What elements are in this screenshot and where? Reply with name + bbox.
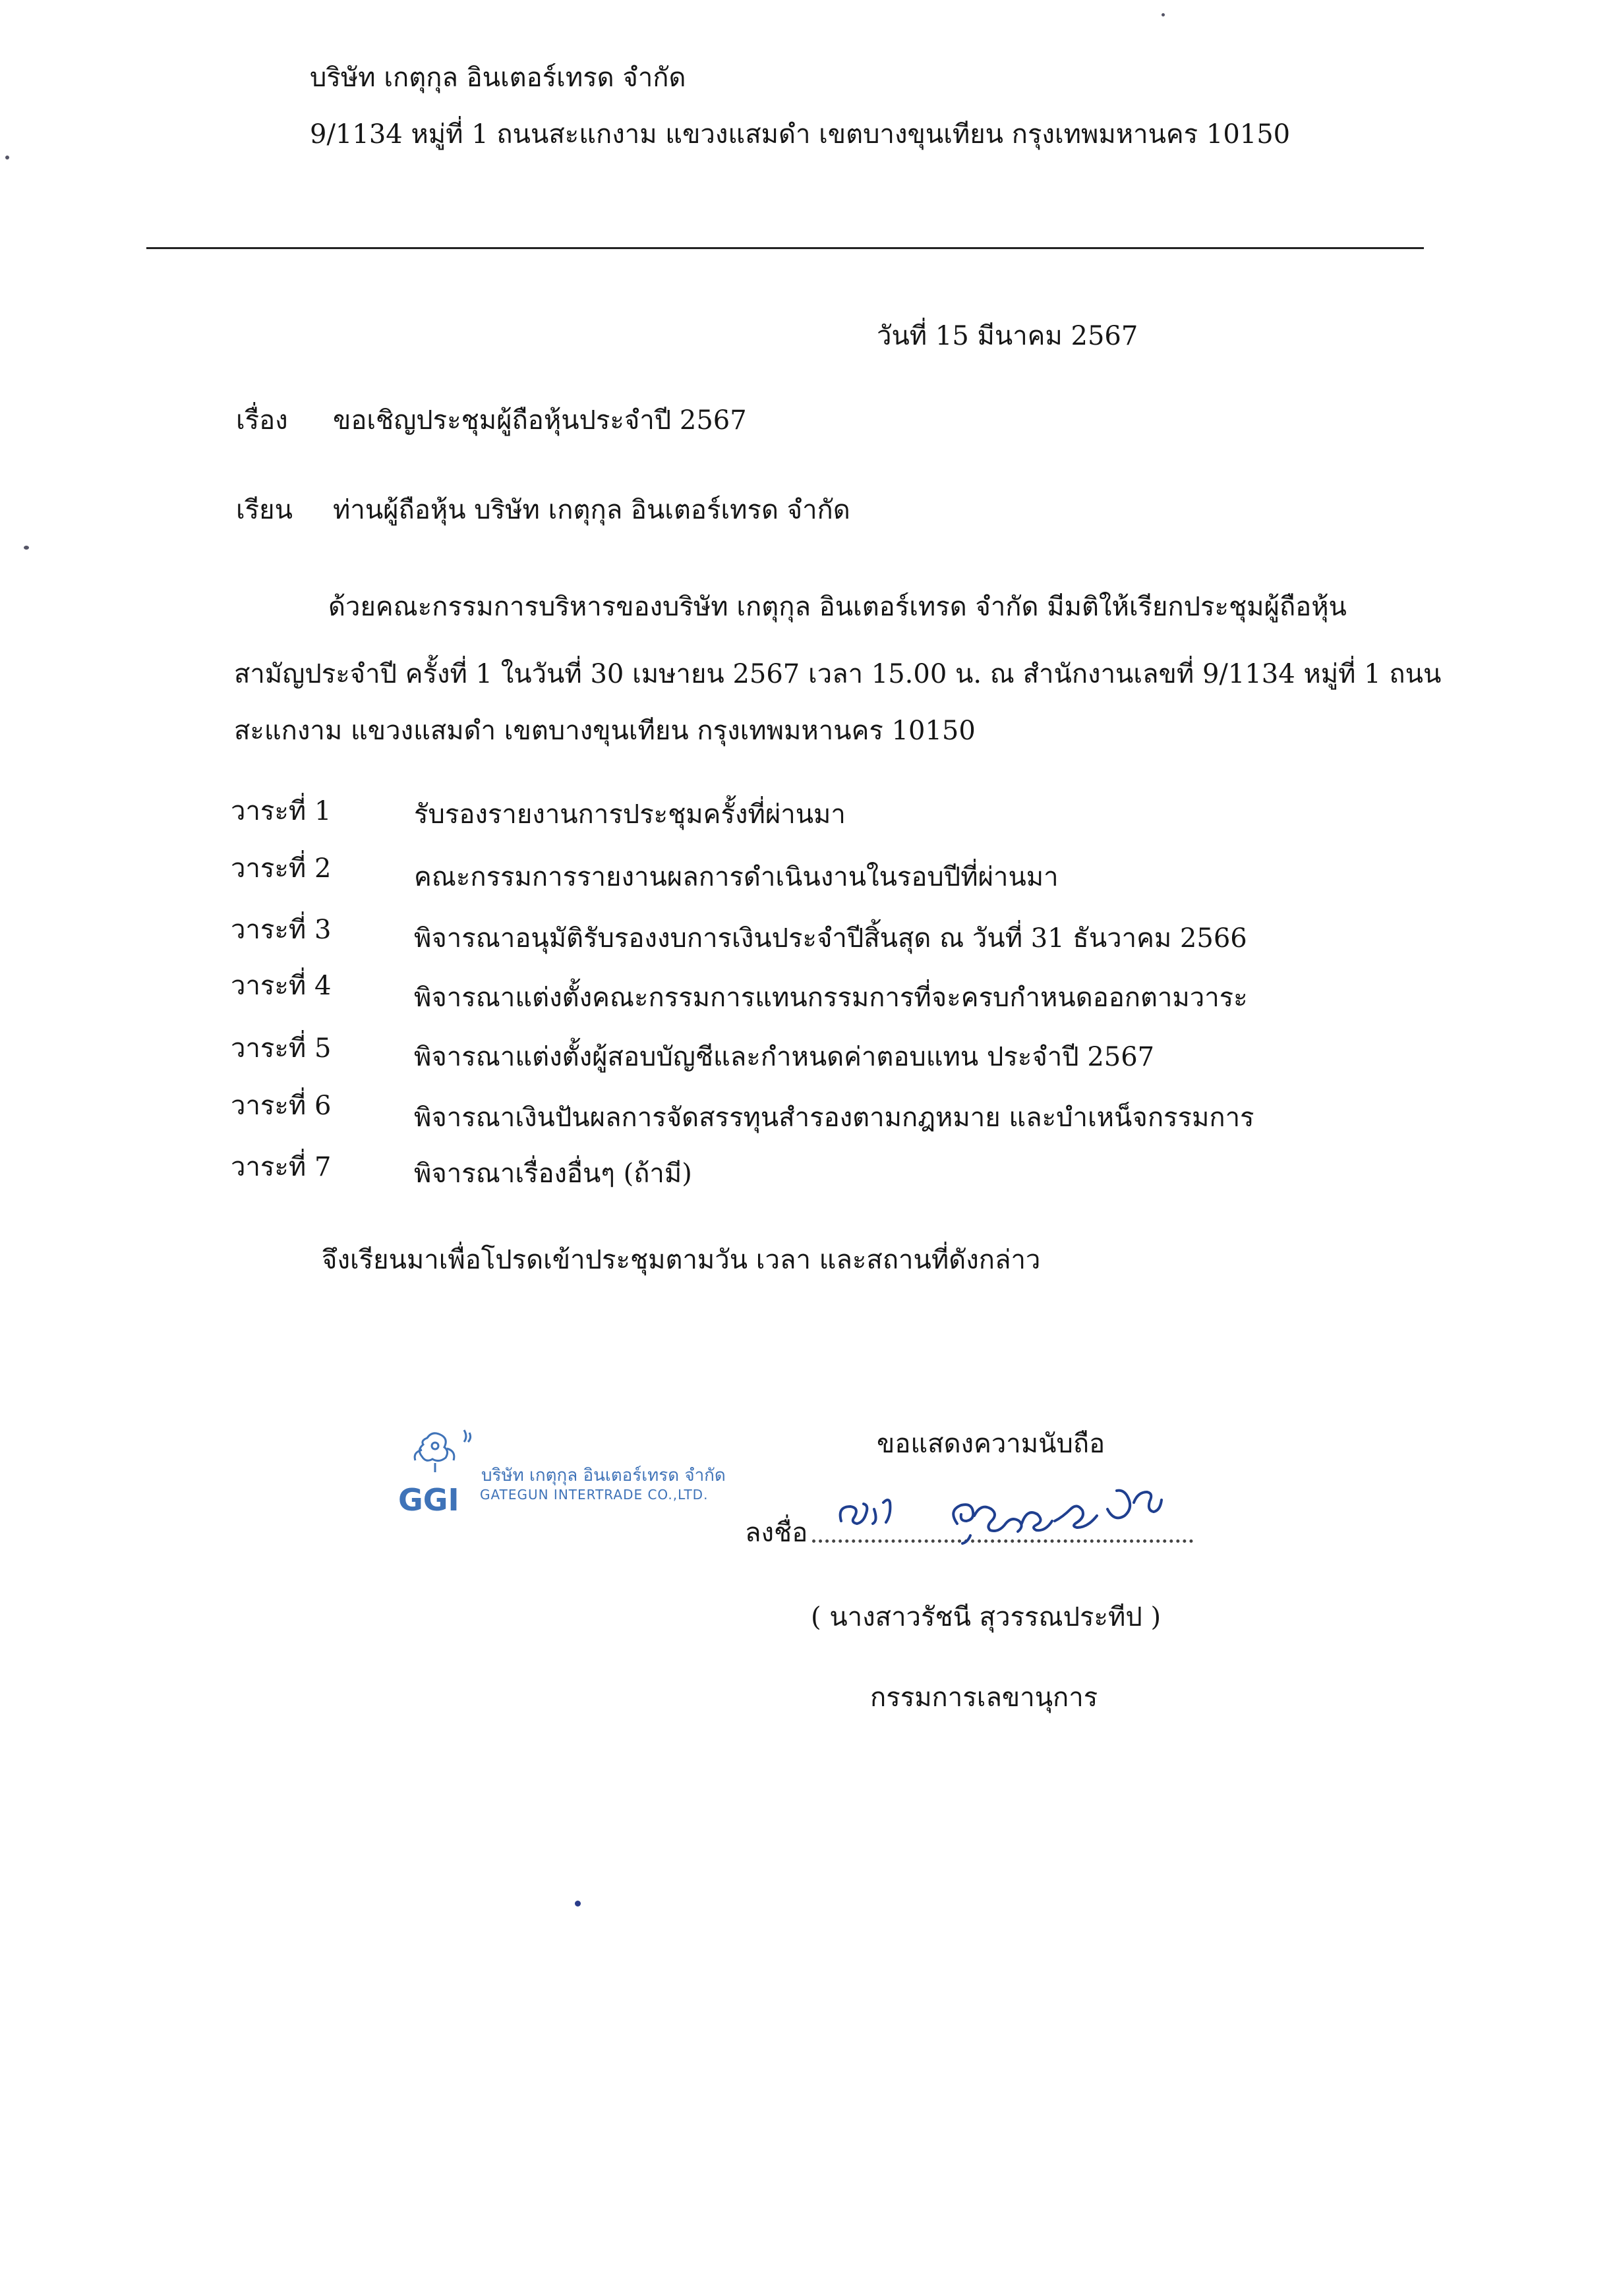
- agenda-item-text: พิจารณาอนุมัติรับรองงบการเงินประจำปีสิ้นสุด ณ วันที่ 31 ธันวาคม 2566: [414, 923, 1247, 954]
- regards-text: ขอแสดงความนับถือ: [877, 1429, 1105, 1459]
- agenda-item-label: วาระที่ 2: [231, 853, 332, 884]
- salutation-text: ท่านผู้ถือหุ้น บริษัท เกตุกุล อินเตอร์เทรด จำกัด: [333, 495, 850, 525]
- body-paragraph-line: สามัญประจำปี ครั้งที่ 1 ในวันที่ 30 เมษายน 2567 เวลา 15.00 น. ณ สำนักงานเลขที่ 9/1134 หมู่ที่ 1 ถนน: [234, 659, 1442, 689]
- closing-line: จึงเรียนมาเพื่อโปรดเข้าประชุมตามวัน เวลา และสถานที่ดังกล่าว: [322, 1245, 1041, 1275]
- agenda-item-text: พิจารณาเงินปันผลการจัดสรรทุนสำรองตามกฎหมาย และบำเหน็จกรรมการ: [414, 1103, 1254, 1133]
- agenda-item-text: คณะกรรมการรายงานผลการดำเนินงานในรอบปีที่ผ่านมา: [414, 862, 1059, 892]
- subject-text: ขอเชิญประชุมผู้ถือหุ้นประจำปี 2567: [333, 405, 747, 436]
- signer-name: ( นางสาวรัชนี สุวรรณประทีป ): [811, 1602, 1162, 1632]
- signer-title: กรรมการเลขานุการ: [870, 1682, 1098, 1713]
- company-emblem-icon: [396, 1423, 481, 1522]
- company-name: บริษัท เกตุกุล อินเตอร์เทรด จำกัด: [310, 63, 686, 93]
- agenda-item-label: วาระที่ 6: [231, 1091, 332, 1121]
- sign-label: ลงชื่อ: [745, 1518, 808, 1548]
- handwritten-signature: [817, 1470, 1239, 1549]
- scan-speck: [24, 546, 29, 550]
- agenda-item-text: พิจารณาแต่งตั้งผู้สอบบัญชีและกำหนดค่าตอบแทน ประจำปี 2567: [414, 1042, 1155, 1072]
- scan-speck: [575, 1901, 581, 1907]
- salutation-label: เรียน: [236, 495, 293, 525]
- company-stamp: [396, 1423, 765, 1529]
- agenda-item-label: วาระที่ 3: [231, 915, 332, 945]
- agenda-item-text: รับรองรายงานการประชุมครั้งที่ผ่านมา: [414, 799, 846, 830]
- company-address: 9/1134 หมู่ที่ 1 ถนนสะแกงาม แขวงแสมดำ เขตบางขุนเทียน กรุงเทพมหานคร 10150: [310, 119, 1291, 150]
- agenda-item-text: พิจารณาแต่งตั้งคณะกรรมการแทนกรรมการที่จะครบกำหนดออกตามวาระ: [414, 983, 1248, 1013]
- scan-speck: [5, 156, 9, 159]
- svg-text:GGI: GGI: [398, 1482, 459, 1518]
- agenda-item-label: วาระที่ 1: [231, 796, 332, 826]
- letter-date: วันที่ 15 มีนาคม 2567: [877, 321, 1138, 351]
- subject-label: เรื่อง: [236, 405, 288, 436]
- stamp-company-english: GATEGUN INTERTRADE CO.,LTD.: [480, 1487, 709, 1503]
- agenda-item-label: วาระที่ 5: [231, 1033, 332, 1064]
- scan-speck: [1162, 13, 1165, 16]
- stamp-company-thai: บริษัท เกตุกุล อินเตอร์เทรด จำกัด: [481, 1466, 726, 1485]
- body-paragraph-line: สะแกงาม แขวงแสมดำ เขตบางขุนเทียน กรุงเทพมหานคร 10150: [234, 716, 976, 746]
- agenda-item-label: วาระที่ 4: [231, 971, 332, 1001]
- agenda-item-label: วาระที่ 7: [231, 1152, 332, 1182]
- header-divider: [146, 247, 1424, 249]
- agenda-item-text: พิจารณาเรื่องอื่นๆ (ถ้ามี): [414, 1159, 692, 1189]
- body-paragraph-line: ด้วยคณะกรรมการบริหารของบริษัท เกตุกุล อินเตอร์เทรด จำกัด มีมติให้เรียกประชุมผู้ถือหุ้น: [328, 592, 1347, 622]
